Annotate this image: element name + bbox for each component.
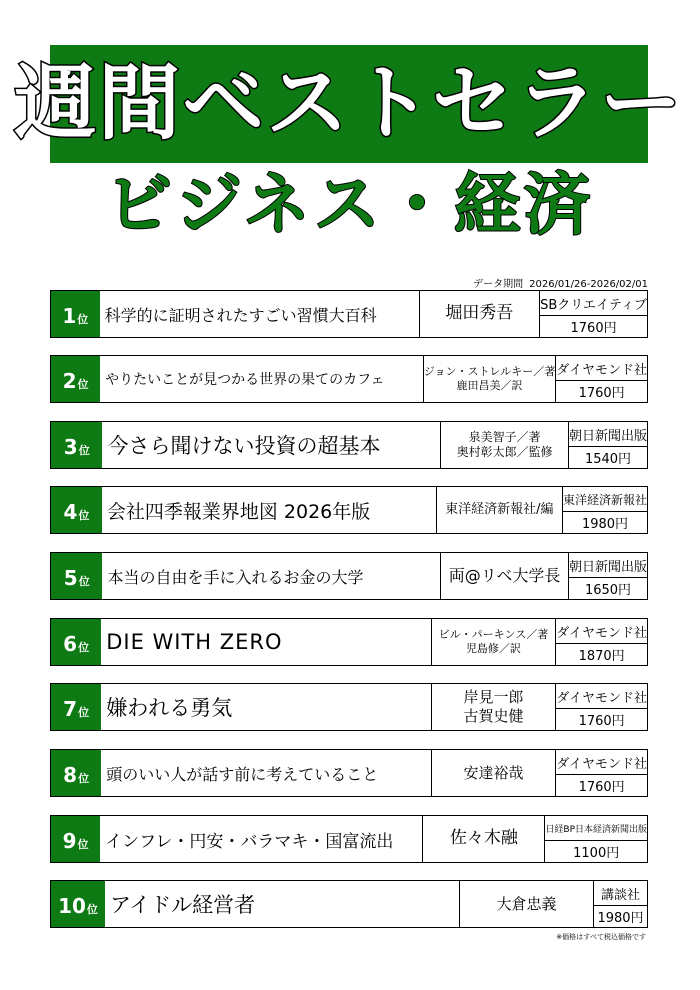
author-line: 奥村彰太郎／監修 <box>456 445 553 459</box>
rank-number: 8 <box>63 763 78 787</box>
author-line: 両@リベ大学長 <box>448 566 561 585</box>
author-line: 泉美智子／著 <box>468 430 541 444</box>
price-note: ※価格はすべて税込価格です <box>556 933 646 941</box>
ranking-row <box>50 355 648 403</box>
publisher-name: ダイヤモンド社 <box>556 619 647 644</box>
period-range: 2026/01/26-2026/02/01 <box>529 279 648 290</box>
author-line: 児島修／訳 <box>465 642 521 655</box>
title-banner <box>14 45 684 163</box>
ranking-row <box>50 552 648 600</box>
rank-cell <box>51 750 101 796</box>
rank-suffix: 位 <box>78 641 90 654</box>
author-line: 佐々木融 <box>449 828 518 849</box>
author-line: 大倉忠義 <box>496 894 557 913</box>
rank-suffix: 位 <box>78 575 90 588</box>
book-title: 今さら聞けない投資の超基本 <box>102 422 441 468</box>
rank-number: 10 <box>58 894 86 918</box>
book-title: インフレ・円安・バラマキ・国富流出 <box>100 816 423 862</box>
rank-number: 7 <box>63 697 78 721</box>
rank-suffix: 位 <box>86 903 98 916</box>
publisher-name: ダイヤモンド社 <box>556 356 647 381</box>
author-line: 鹿田昌美／訳 <box>456 379 523 392</box>
book-price: 1870円 <box>578 649 625 664</box>
book-author <box>432 619 557 665</box>
book-price: 1650円 <box>584 583 632 598</box>
ranking-row <box>50 421 648 469</box>
rank-suffix: 位 <box>78 772 90 785</box>
publisher-cell <box>556 684 647 730</box>
publisher-cell <box>556 356 647 402</box>
rank-cell <box>51 553 102 599</box>
ranking-row <box>50 749 648 797</box>
author-line: ジョン・ストレルキー／著 <box>423 365 556 379</box>
publisher-cell <box>545 816 647 862</box>
book-price: 1760円 <box>578 714 625 729</box>
book-price: 1760円 <box>578 780 625 795</box>
ranking-row <box>50 486 648 534</box>
ranking-row <box>50 618 648 666</box>
publisher-name: ダイヤモンド社 <box>556 684 647 709</box>
book-price: 1540円 <box>584 452 632 467</box>
publisher-cell <box>540 291 647 337</box>
book-title: 科学的に証明されたすごい習慣大百科 <box>100 291 420 337</box>
publisher-name: 日経BP日本経済新聞出版 <box>545 816 647 841</box>
rank-suffix: 位 <box>77 313 89 326</box>
page-title: 週間ベストセラー <box>14 56 684 151</box>
period-label: データ期間 <box>473 279 524 290</box>
book-title: 会社四季報業界地図 2026年版 <box>102 487 437 533</box>
publisher-name: SBクリエイティブ <box>540 291 647 316</box>
author-line: 安達裕哉 <box>463 763 524 782</box>
publisher-name: 朝日新聞出版 <box>569 422 647 447</box>
publisher-cell <box>556 619 647 665</box>
rank-cell <box>51 881 105 927</box>
book-author <box>441 422 569 468</box>
rank-cell <box>51 487 102 533</box>
ranking-row <box>50 290 648 338</box>
rank-suffix: 位 <box>78 509 90 522</box>
book-price: 1100円 <box>573 846 620 861</box>
data-period <box>467 275 648 290</box>
book-author <box>424 356 557 402</box>
publisher-name: 東洋経済新報社 <box>563 487 647 512</box>
rank-cell <box>51 291 100 337</box>
book-price: 1980円 <box>581 517 629 532</box>
rank-cell <box>51 816 100 862</box>
rank-suffix: 位 <box>77 378 89 391</box>
rank-number: 3 <box>63 435 78 459</box>
author-line: 岸見一郎 <box>463 688 524 707</box>
book-title: アイドル経営者 <box>105 881 460 927</box>
book-author <box>437 487 563 533</box>
book-author <box>420 291 541 337</box>
author-line: 東洋経済新報社/編 <box>445 501 554 517</box>
book-author <box>432 750 557 796</box>
book-title: 頭のいい人が話す前に考えていること <box>101 750 431 796</box>
book-title: DIE WITH ZERO <box>101 619 431 665</box>
book-title: 嫌われる勇気 <box>101 684 431 730</box>
publisher-cell <box>594 881 647 927</box>
rank-number: 6 <box>63 632 78 656</box>
publisher-cell <box>556 750 647 796</box>
ranking-row <box>50 683 648 731</box>
publisher-name: ダイヤモンド社 <box>556 750 647 775</box>
rank-number: 9 <box>62 829 77 853</box>
book-title: やりたいことが見つかる世界の果てのカフェ <box>100 356 424 402</box>
rank-cell <box>51 619 101 665</box>
ranking-row <box>50 880 648 928</box>
rank-number: 4 <box>63 500 78 524</box>
author-line: 堀田秀吾 <box>445 303 514 324</box>
author-line: 古賀史健 <box>463 707 524 725</box>
publisher-cell <box>569 553 647 599</box>
book-author <box>441 553 569 599</box>
rank-cell <box>51 422 102 468</box>
book-price: 1760円 <box>570 321 617 336</box>
rank-suffix: 位 <box>78 444 90 457</box>
rank-suffix: 位 <box>78 706 90 719</box>
book-author <box>423 816 545 862</box>
rank-cell <box>51 684 101 730</box>
publisher-cell <box>563 487 647 533</box>
rank-number: 2 <box>62 369 77 393</box>
publisher-name: 朝日新聞出版 <box>569 553 647 578</box>
publisher-cell <box>569 422 647 468</box>
book-price: 1980円 <box>597 911 644 926</box>
book-title: 本当の自由を手に入れるお金の大学 <box>102 553 441 599</box>
rank-number: 5 <box>63 566 78 590</box>
category-title: ビジネス・経済 <box>105 166 595 243</box>
rank-cell <box>51 356 100 402</box>
rank-suffix: 位 <box>77 838 89 851</box>
book-price: 1760円 <box>578 386 625 401</box>
ranking-row <box>50 815 648 863</box>
book-author <box>432 684 557 730</box>
publisher-name: 講談社 <box>594 881 647 906</box>
book-author <box>460 881 594 927</box>
rank-number: 1 <box>62 304 77 328</box>
author-line: ビル・パーキンス／著 <box>438 628 549 642</box>
